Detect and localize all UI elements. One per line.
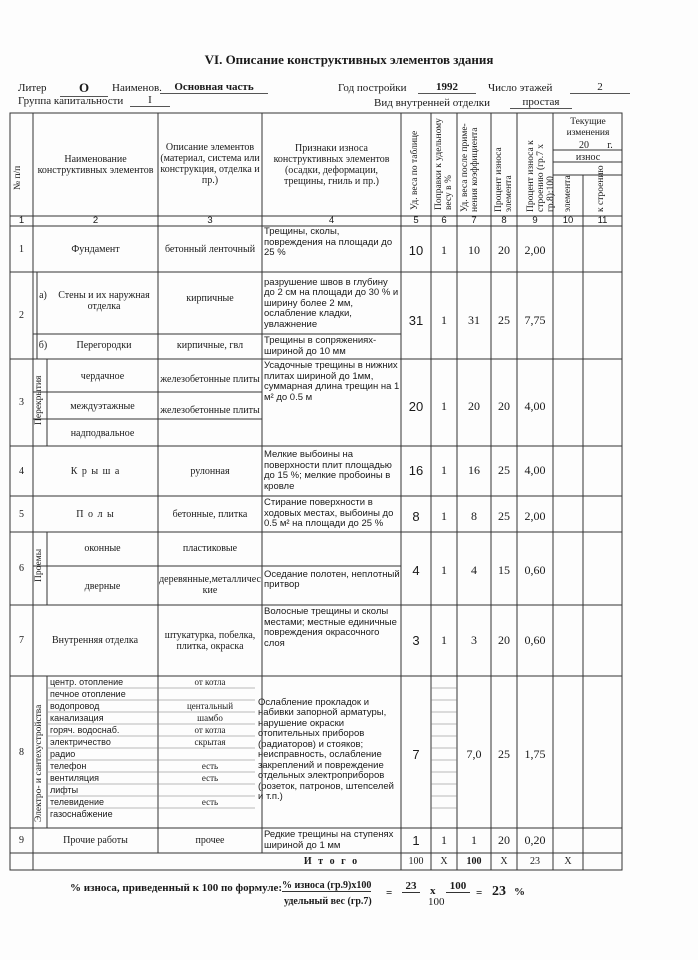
liter-value: О xyxy=(60,80,108,97)
utility-item: горяч. водоснаб. xyxy=(50,725,120,735)
wear-pct-value: 20 xyxy=(498,632,510,647)
total-correction: Х xyxy=(440,856,448,867)
name-label: Наименов. xyxy=(112,82,162,94)
element-desc: железобетонные плиты xyxy=(160,404,260,416)
utility-value: есть xyxy=(201,761,219,771)
adj-weight-value: 1 xyxy=(471,832,477,847)
element-desc: штукатурка, побелка, плитка, окраска xyxy=(164,629,256,652)
element-desc: кирпичные, гвл xyxy=(176,339,244,351)
name-value: Основная часть xyxy=(160,81,268,94)
formula-numerator: % износа (гр.9)х100 xyxy=(282,880,372,891)
wear-building-value: 2,00 xyxy=(524,242,546,257)
wear-pct-value: 20 xyxy=(498,242,510,257)
total-wear-pct: Х xyxy=(500,856,508,867)
utility-item: печное отопление xyxy=(50,689,126,699)
correction-value: 1 xyxy=(441,462,447,477)
col-num: 2 xyxy=(92,214,99,226)
col-current-changes-header: Текущие изменения xyxy=(566,117,610,138)
element-desc: рулонная xyxy=(190,465,230,477)
element-wear: разрушение швов в глубину до 2 см на площади до 30 % и ширину более 2 мм, ослабление кладки, увлажнение xyxy=(264,276,399,330)
adj-weight-value: 4 xyxy=(471,562,477,577)
utility-item: радио xyxy=(50,749,76,759)
element-name: К р ы ш а xyxy=(70,465,121,477)
col-num: 3 xyxy=(207,214,213,226)
row-number: 8 xyxy=(19,746,24,758)
wear-building-value: 2,00 xyxy=(524,508,546,523)
element-wear: Трещины, сколы, повреждения на площади до 25 % xyxy=(264,226,393,258)
element-name: дверные xyxy=(84,580,121,592)
col-current-year-unit: г. xyxy=(607,140,613,151)
col-num: 10 xyxy=(562,214,574,226)
wear-pct-value: 25 xyxy=(498,462,510,477)
page-title: VI. Описание конструктивных элементов здания xyxy=(204,52,494,67)
total-element: Х xyxy=(564,856,572,867)
formula-value-a: 23 xyxy=(402,880,420,893)
utility-item: вентиляция xyxy=(50,773,99,783)
formula-value-b: 100 xyxy=(446,880,470,893)
adj-weight-value: 20 xyxy=(468,398,480,413)
row-number: 5 xyxy=(19,508,24,520)
formula-equals-2: = xyxy=(476,887,483,899)
weight-value: 4 xyxy=(412,562,420,578)
element-wear: Ослабление прокладок и набивки запорной арматуры, нарушение окраски отопительных приборов (радиаторов) и стояков; неисправность, ослабление закреплений и повреждение отдельных электроприборов (розеток, патронов, штепселей и т.п.) xyxy=(258,696,394,802)
element-name: Фундамент xyxy=(71,243,120,255)
total-wear-building: 23 xyxy=(530,856,540,867)
group-label: Перекрытия xyxy=(34,375,44,425)
element-name: Стены и их наружная отделка xyxy=(58,290,150,312)
correction-value: 1 xyxy=(441,632,447,647)
finish-label: Вид внутренней отделки xyxy=(374,97,490,109)
utility-item: лифты xyxy=(50,785,79,795)
wear-building-value: 0,60 xyxy=(524,562,546,577)
element-desc: кирпичные xyxy=(186,292,234,304)
element-wear: Волосные трещины и сколы местами; местные единичные повреждения окрасочного слоя xyxy=(264,606,397,649)
wear-pct-value: 25 xyxy=(498,508,510,523)
element-wear: Усадочные трещины в нижних плитах шириной до 1мм, суммарная длина трещин на 1 м² до 0.5 м xyxy=(264,360,400,403)
col-element-header: элемента xyxy=(563,175,573,212)
col-weight-header: Уд. веса по таблице xyxy=(410,130,420,210)
year-label: Год постройки xyxy=(338,82,407,94)
wear-building-value: 7,75 xyxy=(524,312,546,327)
weight-value: 10 xyxy=(408,242,424,258)
col-no-header: № п/п xyxy=(13,165,23,190)
wear-pct-value: 20 xyxy=(498,398,510,413)
utility-item: центр. отопление xyxy=(50,677,124,687)
adj-weight-value: 31 xyxy=(468,312,480,327)
element-wear: Оседание полотен, неплотный притвор xyxy=(264,568,400,590)
weight-value: 1 xyxy=(412,832,420,848)
element-desc: деревянные,металличес кие xyxy=(159,574,261,596)
row-number: 1 xyxy=(19,243,24,255)
group-label: Проемы xyxy=(34,548,44,582)
sub-letter: б) xyxy=(38,339,48,351)
weight-value: 3 xyxy=(412,632,420,648)
utility-value: есть xyxy=(201,797,219,807)
col-desc-header: Описание элементов (материал, система или конструкция, отделка и пр.) xyxy=(160,142,260,186)
col-correction-header: Поправки к удельному весу в % xyxy=(434,118,454,210)
wear-building-value: 0,60 xyxy=(524,632,546,647)
element-desc: прочее xyxy=(195,835,225,846)
correction-value: 1 xyxy=(441,562,447,577)
weight-value: 20 xyxy=(408,398,424,414)
wear-pct-value: 25 xyxy=(498,746,510,761)
total-adj-weight: 100 xyxy=(466,856,482,867)
formula-denominator: удельный вес (гр.7) xyxy=(284,896,372,907)
col-num: 7 xyxy=(471,214,477,226)
total-weight: 100 xyxy=(408,856,424,867)
col-name-header: Наименование конструктивных элементов xyxy=(37,154,154,176)
element-wear: Стирание поверхности в ходовых местах, выбоины до 0.5 м² на площади до 25 % xyxy=(264,497,394,530)
utility-item: телевидение xyxy=(50,797,105,807)
element-desc: бетонные, плитка xyxy=(172,508,248,520)
col-num: 1 xyxy=(18,214,25,226)
correction-value: 1 xyxy=(441,508,447,523)
correction-value: 1 xyxy=(441,312,447,327)
col-num: 4 xyxy=(328,214,335,226)
col-wear-building-header: Процент износа к строению (гр.7 х гр.8):100 xyxy=(526,140,556,212)
weight-value: 31 xyxy=(408,312,424,328)
wear-building-value: 4,00 xyxy=(524,398,546,413)
floors-label: Число этажей xyxy=(488,82,553,94)
element-name: Перегородки xyxy=(76,339,132,351)
utility-value: есть xyxy=(201,773,219,783)
utility-value: от котла xyxy=(194,677,226,687)
element-name: П о л ы xyxy=(76,508,115,520)
element-name: Внутренняя отделка xyxy=(51,635,139,646)
utility-item: водопровод xyxy=(50,701,100,711)
total-label: И т о г о xyxy=(303,856,360,867)
element-name: междуэтажные xyxy=(70,400,135,412)
element-name: оконные xyxy=(84,542,121,554)
sub-letter: а) xyxy=(39,289,47,301)
col-wear-pct-header: Процент износа элемента xyxy=(494,147,514,212)
capgroup-label: Группа капитальности xyxy=(18,95,124,107)
weight-value: 8 xyxy=(412,508,420,524)
utility-value: центальный xyxy=(186,701,234,711)
capgroup-value: I xyxy=(130,94,170,107)
utility-item: телефон xyxy=(50,761,87,771)
col-wear-subheader: износ xyxy=(575,151,601,163)
utility-value: скрытая xyxy=(194,737,226,747)
row-number: 2 xyxy=(19,310,24,321)
element-name: надподвальное xyxy=(70,427,135,439)
wear-pct-value: 25 xyxy=(498,312,510,327)
row-number: 9 xyxy=(19,835,24,846)
col-current-year: 20 xyxy=(579,140,589,151)
wear-building-value: 4,00 xyxy=(524,462,546,477)
col-num: 6 xyxy=(441,214,447,226)
adj-weight-value: 8 xyxy=(471,508,477,523)
floors-value: 2 xyxy=(570,81,630,94)
element-desc: железобетонные плиты xyxy=(160,373,260,385)
col-to-building-header: к строению xyxy=(596,165,606,212)
element-desc: пластиковые xyxy=(182,542,238,554)
correction-value: 1 xyxy=(441,832,447,847)
wear-building-value: 0,20 xyxy=(524,832,546,847)
weight-value: 7 xyxy=(412,746,420,762)
col-adj-weight-header: Уд. веса после приме-нения коэффициента xyxy=(460,123,480,212)
col-num: 11 xyxy=(597,214,608,226)
row-number: 6 xyxy=(19,563,24,574)
adj-weight-value: 10 xyxy=(468,242,480,257)
element-name: чердачное xyxy=(80,370,125,382)
element-wear: Мелкие выбоины на поверхности плит площадью до 15 %; мелкие пробоины в кровле xyxy=(264,449,392,492)
group-label: Электро- и сантехустройства xyxy=(34,704,44,822)
formula-result: 23 xyxy=(492,884,506,899)
wear-pct-value: 20 xyxy=(498,832,510,847)
utility-item: газоснабжение xyxy=(50,809,113,819)
wear-pct-value: 15 xyxy=(498,562,510,577)
col-wear-header: Признаки износа конструктивных элементов (осадки, деформации, трещины, гниль и пр.) xyxy=(273,143,390,187)
element-wear: Редкие трещины на ступенях шириной до 1 мм xyxy=(264,829,394,851)
wear-building-value: 1,75 xyxy=(524,746,546,761)
adj-weight-value: 3 xyxy=(471,632,477,647)
formula-times: х xyxy=(430,885,436,897)
row-number: 7 xyxy=(19,635,24,646)
col-num: 8 xyxy=(501,214,507,226)
utility-value: шамбо xyxy=(197,713,223,723)
liter-label: Литер xyxy=(18,82,47,94)
utility-item: канализация xyxy=(50,713,104,723)
formula-value-c: 100 xyxy=(428,896,445,908)
formula-equals: = xyxy=(386,887,393,899)
utility-value: от котла xyxy=(194,725,226,735)
row-number: 3 xyxy=(19,397,24,408)
weight-value: 16 xyxy=(408,462,424,478)
col-num: 5 xyxy=(413,214,419,226)
element-desc: бетонный ленточный xyxy=(164,243,256,255)
formula-percent: % xyxy=(514,886,525,898)
year-value: 1992 xyxy=(418,81,476,94)
adj-weight-value: 16 xyxy=(468,462,480,477)
row-number: 4 xyxy=(19,465,24,477)
adj-weight-value: 7,0 xyxy=(466,746,482,761)
formula-lead: % износа, приведенный к 100 по формуле: xyxy=(70,882,283,894)
finish-value: простая xyxy=(510,96,572,109)
col-num: 9 xyxy=(532,214,538,226)
element-wear: Трещины в сопряжениях-шириной до 10 мм xyxy=(264,335,377,357)
correction-value: 1 xyxy=(441,242,447,257)
correction-value: 1 xyxy=(441,398,447,413)
utility-item: электричество xyxy=(50,737,111,747)
element-name: Прочие работы xyxy=(63,835,128,846)
